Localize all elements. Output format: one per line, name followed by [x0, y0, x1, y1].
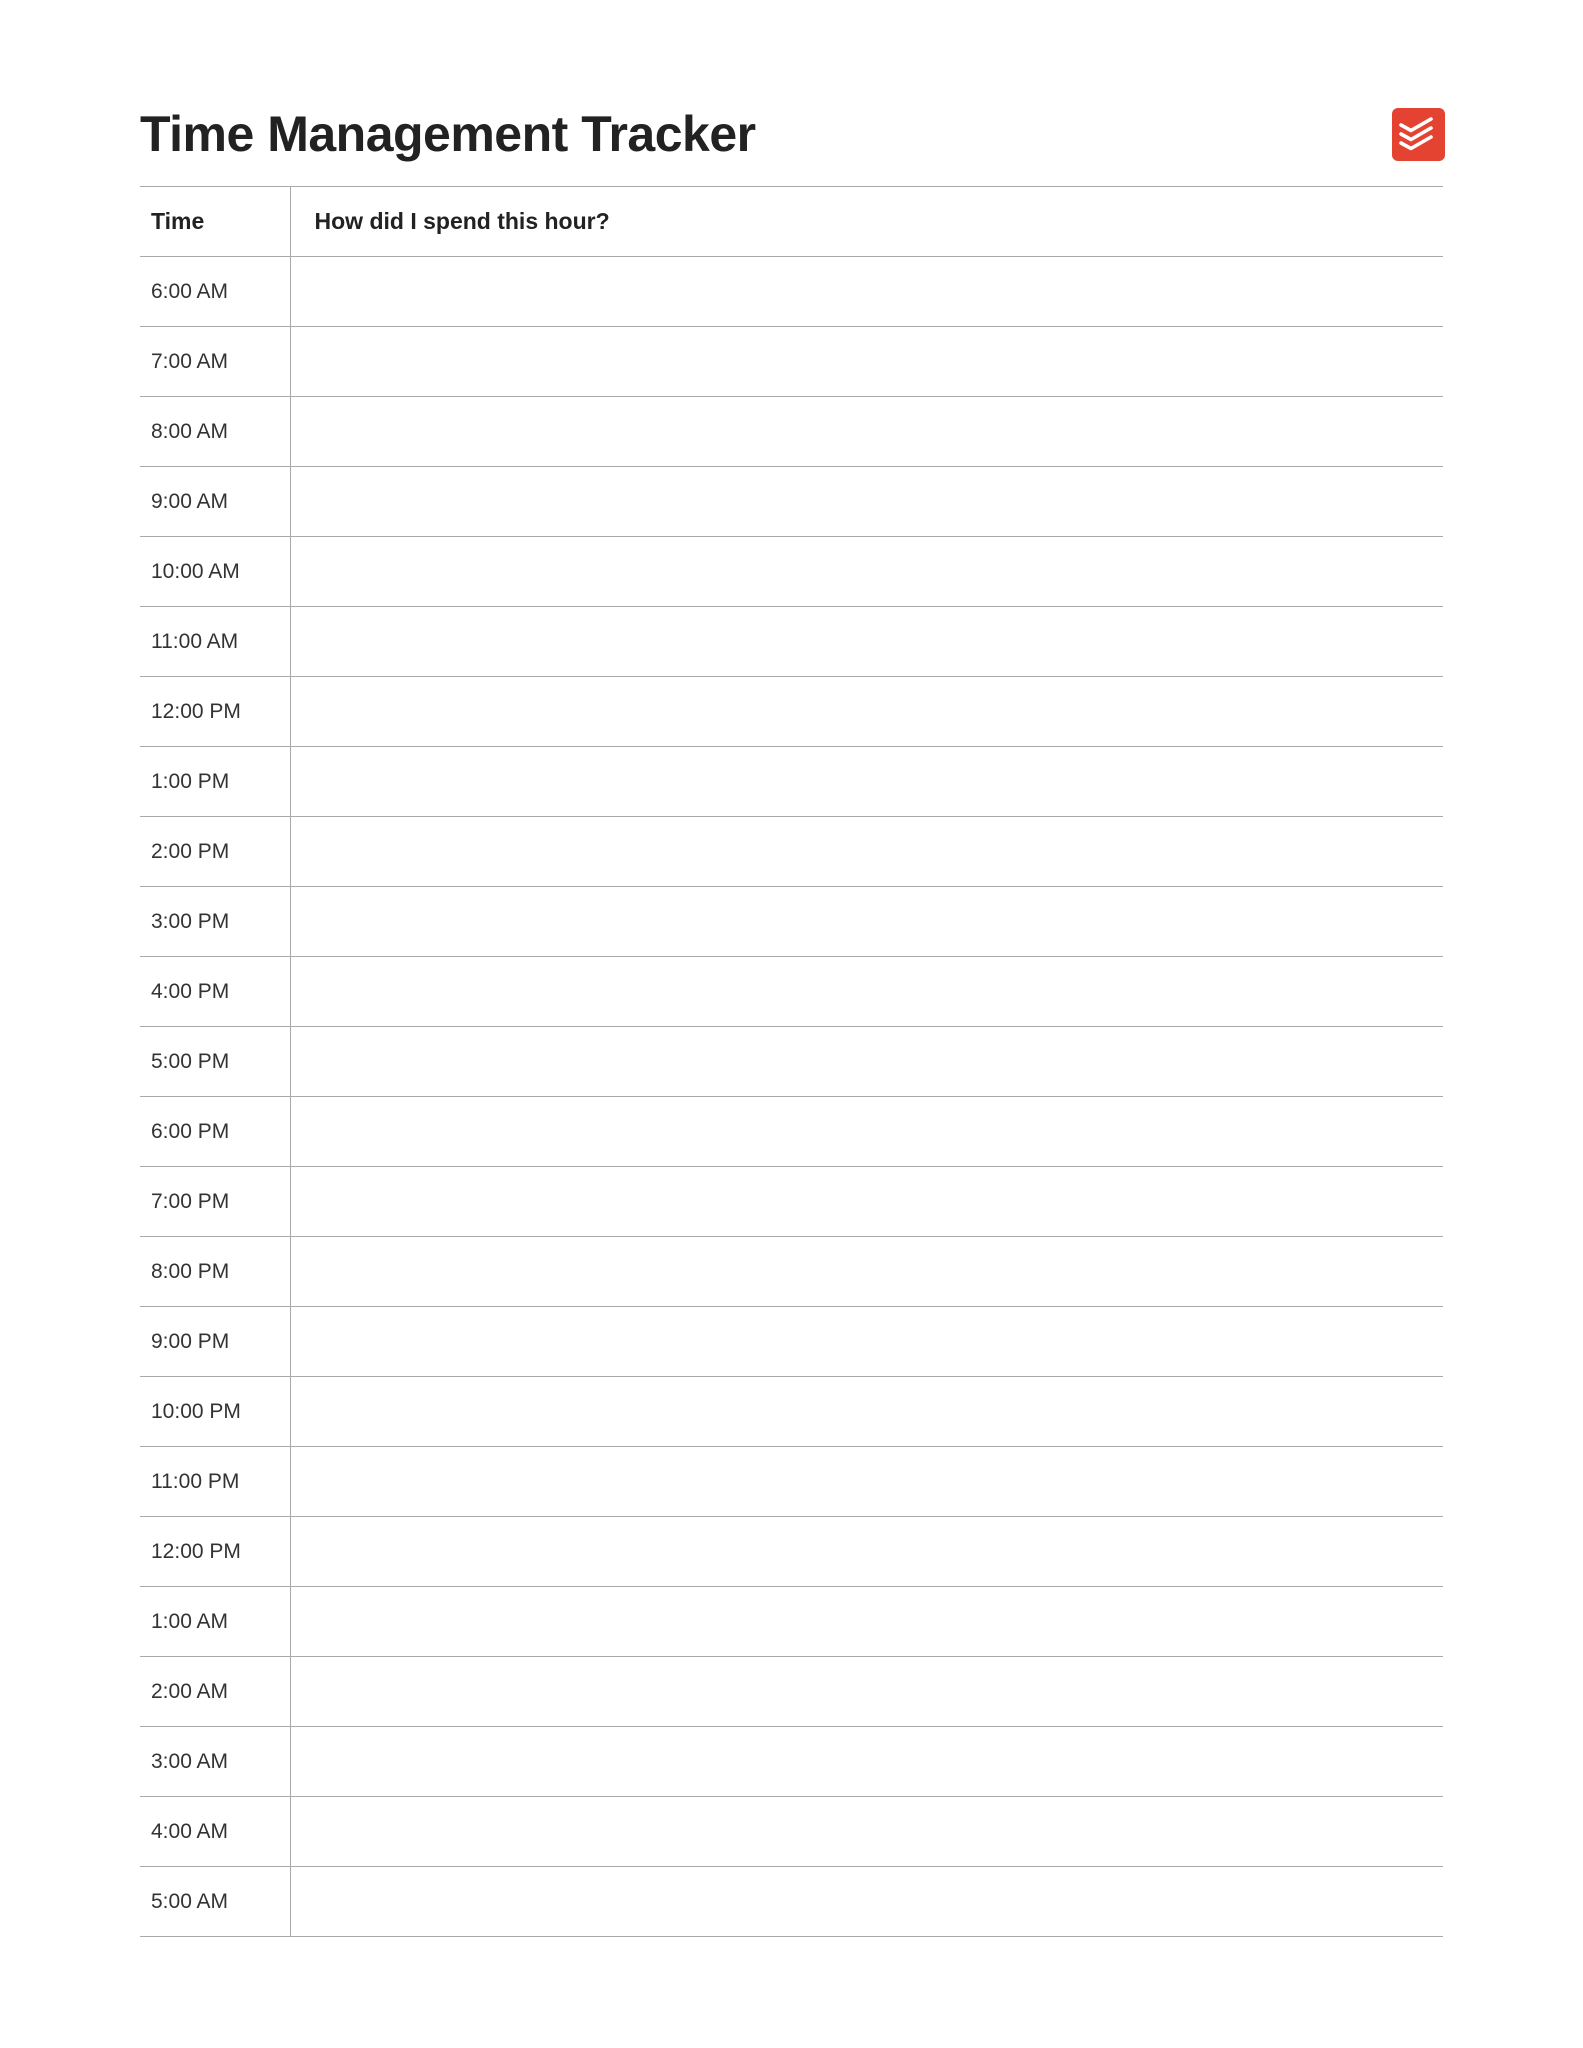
activity-entry-cell[interactable]: [290, 747, 1443, 817]
activity-entry-cell[interactable]: [290, 1307, 1443, 1377]
time-cell: 2:00 AM: [140, 1657, 290, 1727]
time-cell: 2:00 PM: [140, 817, 290, 887]
activity-entry-cell[interactable]: [290, 1797, 1443, 1867]
time-cell: 5:00 AM: [140, 1867, 290, 1937]
activity-entry-cell[interactable]: [290, 1657, 1443, 1727]
time-cell: 6:00 PM: [140, 1097, 290, 1167]
time-cell: 5:00 PM: [140, 1027, 290, 1097]
table-row: [140, 1307, 1443, 1377]
time-cell: 10:00 AM: [140, 537, 290, 607]
table-row: [140, 817, 1443, 887]
activity-entry-cell[interactable]: [290, 1027, 1443, 1097]
time-cell: 7:00 PM: [140, 1167, 290, 1237]
time-cell: 11:00 PM: [140, 1447, 290, 1517]
table-row: [140, 467, 1443, 537]
todoist-logo-icon: [1392, 108, 1445, 161]
activity-entry-cell[interactable]: [290, 1377, 1443, 1447]
page-title: Time Management Tracker: [140, 106, 756, 162]
table-row: [140, 327, 1443, 397]
table-row: [140, 1657, 1443, 1727]
activity-entry-cell[interactable]: [290, 397, 1443, 467]
activity-entry-cell[interactable]: [290, 1587, 1443, 1657]
activity-column-header: How did I spend this hour?: [290, 187, 1443, 257]
time-tracker-table: [140, 186, 1443, 1937]
activity-entry-cell[interactable]: [290, 537, 1443, 607]
activity-entry-cell[interactable]: [290, 677, 1443, 747]
time-cell: 8:00 AM: [140, 397, 290, 467]
table-row: [140, 607, 1443, 677]
activity-entry-cell[interactable]: [290, 257, 1443, 327]
time-cell: 1:00 PM: [140, 747, 290, 817]
table-row: [140, 257, 1443, 327]
activity-entry-cell[interactable]: [290, 1237, 1443, 1307]
activity-entry-cell[interactable]: [290, 1517, 1443, 1587]
activity-entry-cell[interactable]: [290, 957, 1443, 1027]
activity-entry-cell[interactable]: [290, 817, 1443, 887]
activity-entry-cell[interactable]: [290, 467, 1443, 537]
table-row: [140, 1797, 1443, 1867]
time-cell: 12:00 PM: [140, 677, 290, 747]
table-row: [140, 1377, 1443, 1447]
time-cell: 3:00 AM: [140, 1727, 290, 1797]
table-row: [140, 1167, 1443, 1237]
time-cell: 4:00 AM: [140, 1797, 290, 1867]
table-row: [140, 1447, 1443, 1517]
time-cell: 1:00 AM: [140, 1587, 290, 1657]
time-cell: 8:00 PM: [140, 1237, 290, 1307]
activity-entry-cell[interactable]: [290, 607, 1443, 677]
time-cell: 9:00 PM: [140, 1307, 290, 1377]
activity-entry-cell[interactable]: [290, 1867, 1443, 1937]
table-header-row: [140, 187, 1443, 257]
table-row: [140, 747, 1443, 817]
time-cell: 3:00 PM: [140, 887, 290, 957]
time-column-header: Time: [140, 187, 290, 257]
activity-entry-cell[interactable]: [290, 1447, 1443, 1517]
table-row: [140, 397, 1443, 467]
table-row: [140, 1027, 1443, 1097]
time-cell: 6:00 AM: [140, 257, 290, 327]
activity-entry-cell[interactable]: [290, 1167, 1443, 1237]
table-row: [140, 1587, 1443, 1657]
time-cell: 11:00 AM: [140, 607, 290, 677]
time-cell: 12:00 PM: [140, 1517, 290, 1587]
table-row: [140, 537, 1443, 607]
time-cell: 10:00 PM: [140, 1377, 290, 1447]
time-cell: 7:00 AM: [140, 327, 290, 397]
table-row: [140, 1097, 1443, 1167]
table-row: [140, 957, 1443, 1027]
activity-entry-cell[interactable]: [290, 887, 1443, 957]
table-row: [140, 1867, 1443, 1937]
time-cell: 4:00 PM: [140, 957, 290, 1027]
table-row: [140, 677, 1443, 747]
time-cell: 9:00 AM: [140, 467, 290, 537]
table-row: [140, 1517, 1443, 1587]
activity-entry-cell[interactable]: [290, 1097, 1443, 1167]
activity-entry-cell[interactable]: [290, 1727, 1443, 1797]
table-row: [140, 887, 1443, 957]
activity-entry-cell[interactable]: [290, 327, 1443, 397]
table-row: [140, 1727, 1443, 1797]
table-row: [140, 1237, 1443, 1307]
